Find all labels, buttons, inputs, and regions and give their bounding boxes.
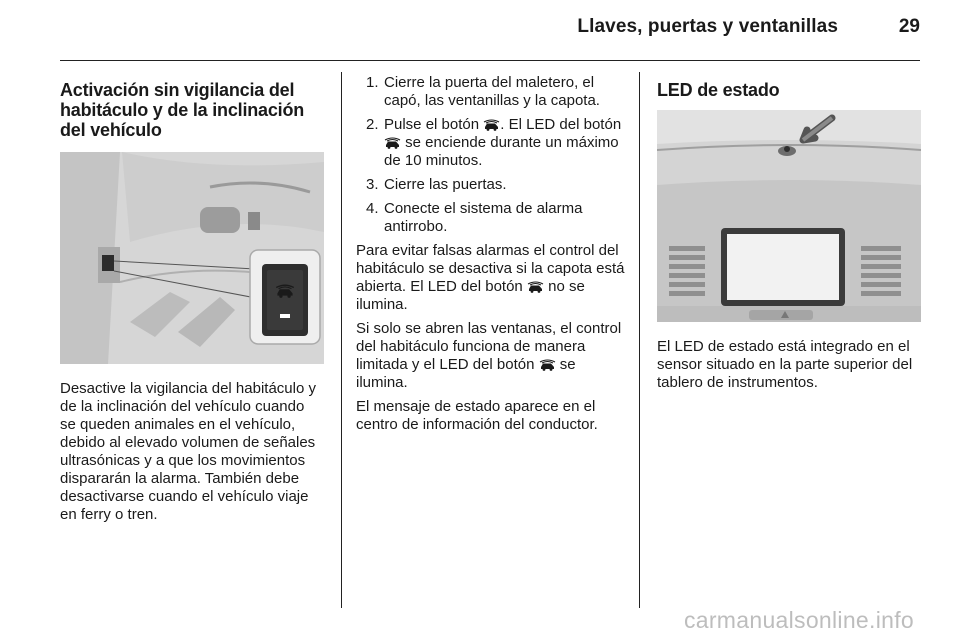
section-heading-status-led: LED de estado	[657, 80, 780, 100]
steps-list	[356, 74, 626, 236]
step-text: se enciende durante un máximo de 10 minutos.	[384, 134, 619, 169]
interior-monitoring-description: Desactive la vigilancia del habitáculo y de la inclinación del vehículo cuando se queden animales en el vehículo, debido al elevado volumen de señales ultrasónicas y a que los movimientos dispararán la alarma. También debe desactivarse cuando el vehículo viaje en ferry o tren.	[60, 380, 316, 523]
paragraph-text: se ilumina.	[356, 356, 576, 391]
column-divider-1	[341, 72, 342, 608]
step-item	[356, 74, 626, 110]
dashboard-button-illustration	[60, 152, 324, 364]
step-text: Cierre la puerta del maletero, el capó, las ventanillas y la capota.	[384, 74, 600, 109]
paragraph-text: no se ilumina.	[356, 278, 585, 313]
windows-note	[356, 320, 626, 392]
step-number: 2.	[366, 116, 379, 133]
header-rule	[60, 60, 920, 61]
step-item	[356, 176, 626, 194]
step-item	[356, 200, 626, 236]
paragraph-text: Para evitar falsas alarmas el control del habitáculo se desactiva si la capota está abierta. El LED del botón	[356, 242, 625, 295]
section-heading-interior-monitoring: Activación sin vigilancia del habitáculo y de la inclinación del vehículo	[60, 80, 305, 140]
status-message-note: El mensaje de estado aparece en el centro de información del conductor.	[356, 398, 598, 433]
step-item	[356, 116, 626, 170]
instrument-panel-illustration	[657, 110, 921, 322]
step-text: Pulse el botón	[384, 116, 480, 133]
column-3	[657, 74, 921, 398]
car-alarm-icon	[527, 281, 544, 293]
car-alarm-icon	[483, 119, 500, 131]
column-divider-2	[639, 72, 640, 608]
column-2	[356, 74, 626, 440]
convertible-note	[356, 242, 626, 314]
status-led-description: El LED de estado está integrado en el sensor situado en la parte superior del tablero de instrumentos.	[657, 338, 913, 391]
paragraph-text: Si solo se abren las ventanas, el control del habitáculo funciona de manera limitada y el LED del botón	[356, 320, 622, 373]
page-number: 29	[898, 16, 920, 37]
step-number: 4.	[366, 200, 379, 217]
step-text: . El LED del botón	[500, 116, 622, 133]
step-text: Conecte el sistema de alarma antirrobo.	[384, 200, 583, 235]
button-location-illustration	[60, 152, 324, 364]
car-alarm-icon	[384, 137, 401, 149]
watermark: carmanualsonline.info	[683, 607, 914, 633]
step-text: Cierre las puertas.	[384, 176, 507, 193]
page-header-title: Llaves, puertas y ventanillas	[577, 16, 838, 37]
step-number: 3.	[366, 176, 379, 193]
step-number: 1.	[366, 74, 379, 91]
status-led-illustration	[657, 110, 921, 322]
column-1	[60, 74, 324, 530]
car-alarm-icon	[539, 359, 556, 371]
